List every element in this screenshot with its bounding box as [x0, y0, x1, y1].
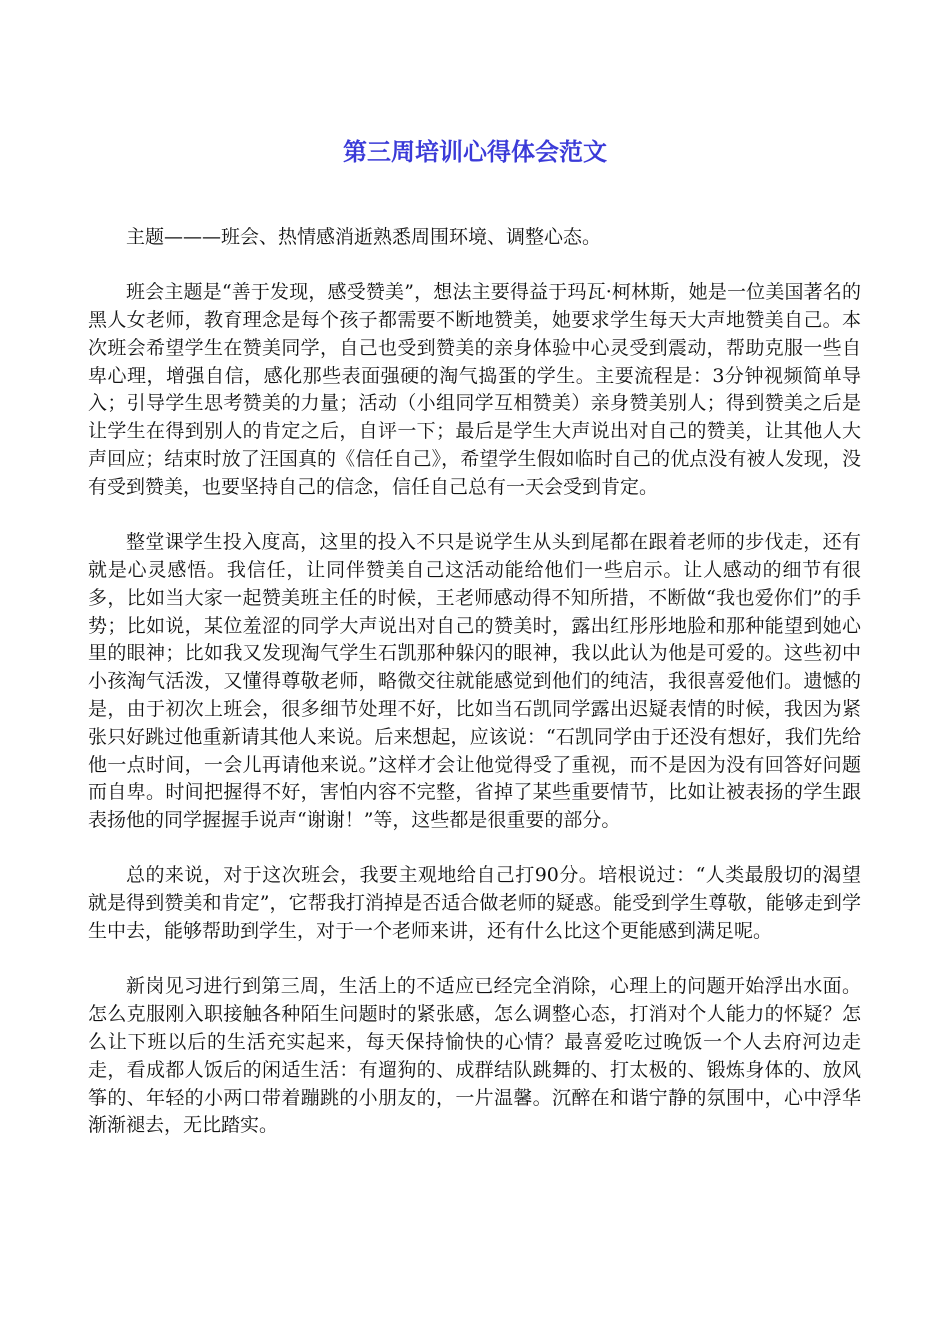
paragraph-class-meeting-theme: 班会主题是“善于发现，感受赞美”，想法主要得益于玛瓦·柯林斯，她是一位美国著名的黑人女老师，教育理念是每个孩子都需要不断地赞美，她要求学生每天大声地赞美自己。本次班会希望学生在赞美同学，自己也受到赞美的亲身体验中心灵受到震动，帮助克服一些自卑心理，增强自信，感化那些表面强硬的淘气捣蛋的学生。主要流程是：3分钟视频简单导入；引导学生思考赞美的力量；活动（小组同学互相赞美）亲身赞美别人；得到赞美之后是让学生在得到别人的肯定之后，自评一下；最后是学生大声说出对自己的赞美，让其他人大声回应；结束时放了汪国真的《信任自己》，希望学生假如临时自己的优点没有被人发现，没有受到赞美，也要坚持自己的信念，信任自己总有一天会受到肯定。 — [88, 281, 861, 498]
document-title: 第三周培训心得体会范文 — [343, 138, 607, 166]
paragraph-summary: 总的来说，对于这次班会，我要主观地给自己打90分。培根说过：“人类最殷切的渴望就是得到赞美和肯定”，它帮我打消掉是否适合做老师的疑惑。能受到学生尊敬，能够走到学生中去，能够帮助到学生，对于一个老师来讲，还有什么比这个更能感到满足呢。 — [88, 864, 861, 943]
document-body — [88, 224, 861, 1168]
paragraph-topic: 主题———班会、热情感消逝熟悉周围环境、调整心态。 — [126, 226, 602, 248]
paragraph-class-reflection: 整堂课学生投入度高，这里的投入不只是说学生从头到尾都在跟着老师的步伐走，还有就是心灵感悟。我信任，让同伴赞美自己这活动能给他们一些启示。让人感动的细节有很多，比如当大家一起赞美班主任的时候，王老师感动得不知所措，不断做“我也爱你们”的手势；比如说，某位羞涩的同学大声说出对自己的赞美时，露出红彤彤地脸和那种能望到她心里的眼神；比如我又发现淘气学生石凯那种躲闪的眼神，我以此认为他是可爱的。这些初中小孩淘气活泼，又懂得尊敬老师，略微交往就能感觉到他们的纯洁，我很喜爱他们。遗憾的是，由于初次上班会，很多细节处理不好，比如当石凯同学露出迟疑表情的时候，我因为紧张只好跳过他重新请其他人来说。后来想起，应该说：“石凯同学由于还没有想好，我们先给他一点时间，一会儿再请他来说。”这样才会让他觉得受了重视，而不是因为没有回答好问题而自卑。时间把握得不好，害怕内容不完整，省掉了某些重要情节，比如让被表扬的学生跟表扬他的同学握握手说声“谢谢！”等，这些都是很重要的部分。 — [88, 531, 861, 832]
paragraph-third-week: 新岗见习进行到第三周，生活上的不适应已经完全消除，心理上的问题开始浮出水面。怎么克服刚入职接触各种陌生问题时的紧张感，怎么调整心态，打消对个人能力的怀疑？怎么让下班以后的生活充实起来，每天保持愉快的心情？最喜爱吃过晚饭一个人去府河边走走，看成都人饭后的闲适生活：有遛狗的、成群结队跳舞的、打太极的、锻炼身体的、放风筝的、年轻的小两口带着蹦跳的小朋友的，一片温馨。沉醉在和谐宁静的氛围中，心中浮华渐渐褪去，无比踏实。 — [88, 975, 861, 1137]
